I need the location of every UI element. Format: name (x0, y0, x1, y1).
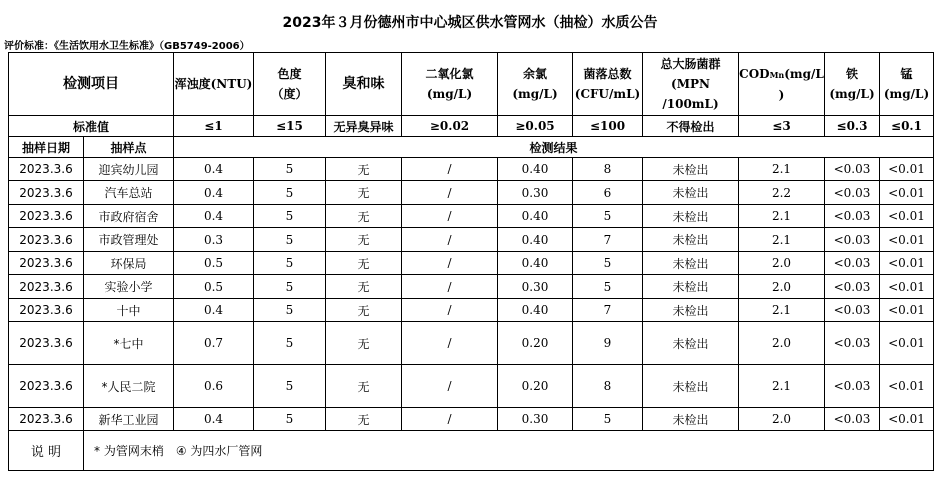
cod-value: 2.0 (739, 275, 825, 299)
color-value: 5 (254, 181, 326, 205)
cod-value: 2.0 (739, 252, 825, 275)
colony-count-value: 9 (573, 322, 643, 365)
turbidity-value: 0.4 (174, 299, 254, 322)
coliform-value: 未检出 (643, 365, 739, 408)
iron-value: <0.03 (825, 181, 880, 205)
residual-chlorine-value: 0.40 (498, 299, 573, 322)
cod-value: 2.2 (739, 181, 825, 205)
coliform-value: 未检出 (643, 205, 739, 228)
colony-count-value: 6 (573, 181, 643, 205)
sampling-point-header: 抽样点 (84, 137, 174, 158)
table-row (9, 408, 934, 431)
turbidity-value: 0.4 (174, 158, 254, 181)
manganese-value: <0.01 (880, 158, 934, 181)
colony-count-value: 7 (573, 299, 643, 322)
odor-value: 无 (326, 158, 402, 181)
chlorine-dioxide-value: / (402, 299, 498, 322)
sampling-date: 2023.3.6 (9, 299, 84, 322)
standard-value: 无异臭异味 (326, 116, 402, 137)
colony-count-value: 7 (573, 228, 643, 252)
chlorine-dioxide-value: / (402, 275, 498, 299)
sampling-date: 2023.3.6 (9, 365, 84, 408)
residual-chlorine-value: 0.30 (498, 275, 573, 299)
header-iron: 铁 (mg/L) (825, 53, 880, 116)
coliform-value: 未检出 (643, 275, 739, 299)
coliform-value: 未检出 (643, 299, 739, 322)
cod-value: 2.1 (739, 299, 825, 322)
standard-value: ≥0.02 (402, 116, 498, 137)
chlorine-dioxide-value: / (402, 228, 498, 252)
turbidity-value: 0.4 (174, 205, 254, 228)
table-row (9, 322, 934, 365)
water-quality-table (8, 52, 934, 471)
iron-value: <0.03 (825, 158, 880, 181)
odor-value: 无 (326, 365, 402, 408)
turbidity-value: 0.7 (174, 322, 254, 365)
turbidity-value: 0.5 (174, 252, 254, 275)
color-value: 5 (254, 408, 326, 431)
table-row (9, 299, 934, 322)
sampling-date: 2023.3.6 (9, 322, 84, 365)
chlorine-dioxide-value: / (402, 365, 498, 408)
chlorine-dioxide-value: / (402, 158, 498, 181)
standard-value: ≤0.3 (825, 116, 880, 137)
iron-value: <0.03 (825, 299, 880, 322)
chlorine-dioxide-value: / (402, 408, 498, 431)
table-row (9, 252, 934, 275)
turbidity-value: 0.4 (174, 408, 254, 431)
manganese-value: <0.01 (880, 408, 934, 431)
color-value: 5 (254, 228, 326, 252)
standard-value: ≤1 (174, 116, 254, 137)
turbidity-value: 0.4 (174, 181, 254, 205)
iron-value: <0.03 (825, 365, 880, 408)
header-row (9, 53, 934, 116)
chlorine-dioxide-value: / (402, 322, 498, 365)
odor-value: 无 (326, 299, 402, 322)
header-colony-count: 菌落总数 (CFU/mL) (573, 53, 643, 116)
odor-value: 无 (326, 205, 402, 228)
color-value: 5 (254, 299, 326, 322)
sampling-date: 2023.3.6 (9, 228, 84, 252)
standard-value: ≥0.05 (498, 116, 573, 137)
color-value: 5 (254, 275, 326, 299)
sampling-point: 十中 (84, 299, 174, 322)
sampling-date: 2023.3.6 (9, 158, 84, 181)
sampling-point: *七中 (84, 322, 174, 365)
sampling-point: 环保局 (84, 252, 174, 275)
cod-value: 2.1 (739, 228, 825, 252)
table-row (9, 181, 934, 205)
chlorine-dioxide-value: / (402, 205, 498, 228)
table-row (9, 158, 934, 181)
residual-chlorine-value: 0.40 (498, 228, 573, 252)
iron-value: <0.03 (825, 408, 880, 431)
page-title: 2023年３月份德州市中心城区供水管网水（抽检）水质公告 (282, 15, 658, 31)
sampling-point: 汽车总站 (84, 181, 174, 205)
turbidity-value: 0.6 (174, 365, 254, 408)
cod-value: 2.1 (739, 365, 825, 408)
manganese-value: <0.01 (880, 228, 934, 252)
sampling-date: 2023.3.6 (9, 181, 84, 205)
chlorine-dioxide-value: / (402, 181, 498, 205)
residual-chlorine-value: 0.40 (498, 205, 573, 228)
manganese-value: <0.01 (880, 252, 934, 275)
standard-value: ≤100 (573, 116, 643, 137)
header-cod: CODMn(mg/L ) (739, 53, 825, 116)
cod-value: 2.1 (739, 205, 825, 228)
header-manganese: 锰 (mg/L) (880, 53, 934, 116)
colony-count-value: 5 (573, 408, 643, 431)
odor-value: 无 (326, 322, 402, 365)
sampling-date: 2023.3.6 (9, 275, 84, 299)
sampling-point: 市政管理处 (84, 228, 174, 252)
header-item: 检测项目 (9, 53, 174, 116)
note-text: * 为管网末梢 ④ 为四水厂管网 (84, 431, 934, 471)
sampling-date: 2023.3.6 (9, 205, 84, 228)
turbidity-value: 0.3 (174, 228, 254, 252)
table-row (9, 228, 934, 252)
color-value: 5 (254, 205, 326, 228)
odor-value: 无 (326, 228, 402, 252)
iron-value: <0.03 (825, 252, 880, 275)
iron-value: <0.03 (825, 275, 880, 299)
coliform-value: 未检出 (643, 322, 739, 365)
coliform-value: 未检出 (643, 408, 739, 431)
results-header: 检测结果 (174, 137, 934, 158)
sampling-point: 市政府宿舍 (84, 205, 174, 228)
standard-label: 标准值 (9, 116, 174, 137)
header-residual-chlorine: 余氯 (mg/L) (498, 53, 573, 116)
residual-chlorine-value: 0.30 (498, 408, 573, 431)
odor-value: 无 (326, 181, 402, 205)
header-odor: 臭和味 (326, 53, 402, 116)
table-row (9, 205, 934, 228)
evaluation-standard: 评价标准：《生活饮用水卫生标准》（GB5749-2006） (4, 41, 250, 52)
color-value: 5 (254, 322, 326, 365)
chlorine-dioxide-value: / (402, 252, 498, 275)
header-turbidity: 浑浊度(NTU) (174, 53, 254, 116)
section-header-row (9, 137, 934, 158)
header-color: 色度 （度） (254, 53, 326, 116)
table-row (9, 365, 934, 408)
table-row (9, 275, 934, 299)
cod-value: 2.1 (739, 158, 825, 181)
standard-value: ≤15 (254, 116, 326, 137)
colony-count-value: 5 (573, 205, 643, 228)
residual-chlorine-value: 0.40 (498, 158, 573, 181)
standard-row (9, 116, 934, 137)
manganese-value: <0.01 (880, 299, 934, 322)
manganese-value: <0.01 (880, 322, 934, 365)
sampling-date: 2023.3.6 (9, 408, 84, 431)
note-row (9, 431, 934, 471)
coliform-value: 未检出 (643, 252, 739, 275)
coliform-value: 未检出 (643, 228, 739, 252)
turbidity-value: 0.5 (174, 275, 254, 299)
iron-value: <0.03 (825, 228, 880, 252)
manganese-value: <0.01 (880, 205, 934, 228)
note-label: 说 明 (9, 431, 84, 471)
iron-value: <0.03 (825, 205, 880, 228)
residual-chlorine-value: 0.30 (498, 181, 573, 205)
standard-value: ≤0.1 (880, 116, 934, 137)
standard-value: 不得检出 (643, 116, 739, 137)
manganese-value: <0.01 (880, 275, 934, 299)
colony-count-value: 5 (573, 252, 643, 275)
sampling-date-header: 抽样日期 (9, 137, 84, 158)
odor-value: 无 (326, 252, 402, 275)
sampling-point: 迎宾幼儿园 (84, 158, 174, 181)
colony-count-value: 5 (573, 275, 643, 299)
cod-value: 2.0 (739, 408, 825, 431)
header-chlorine-dioxide: 二氧化氯 (mg/L) (402, 53, 498, 116)
residual-chlorine-value: 0.40 (498, 252, 573, 275)
header-coliform: 总大肠菌群 (MPN /100mL) (643, 53, 739, 116)
sampling-point: 实验小学 (84, 275, 174, 299)
residual-chlorine-value: 0.20 (498, 365, 573, 408)
manganese-value: <0.01 (880, 365, 934, 408)
cod-value: 2.0 (739, 322, 825, 365)
odor-value: 无 (326, 408, 402, 431)
odor-value: 无 (326, 275, 402, 299)
residual-chlorine-value: 0.20 (498, 322, 573, 365)
manganese-value: <0.01 (880, 181, 934, 205)
color-value: 5 (254, 158, 326, 181)
sampling-date: 2023.3.6 (9, 252, 84, 275)
colony-count-value: 8 (573, 365, 643, 408)
color-value: 5 (254, 252, 326, 275)
sampling-point: *人民二院 (84, 365, 174, 408)
coliform-value: 未检出 (643, 158, 739, 181)
colony-count-value: 8 (573, 158, 643, 181)
coliform-value: 未检出 (643, 181, 739, 205)
iron-value: <0.03 (825, 322, 880, 365)
sampling-point: 新华工业园 (84, 408, 174, 431)
standard-value: ≤3 (739, 116, 825, 137)
color-value: 5 (254, 365, 326, 408)
